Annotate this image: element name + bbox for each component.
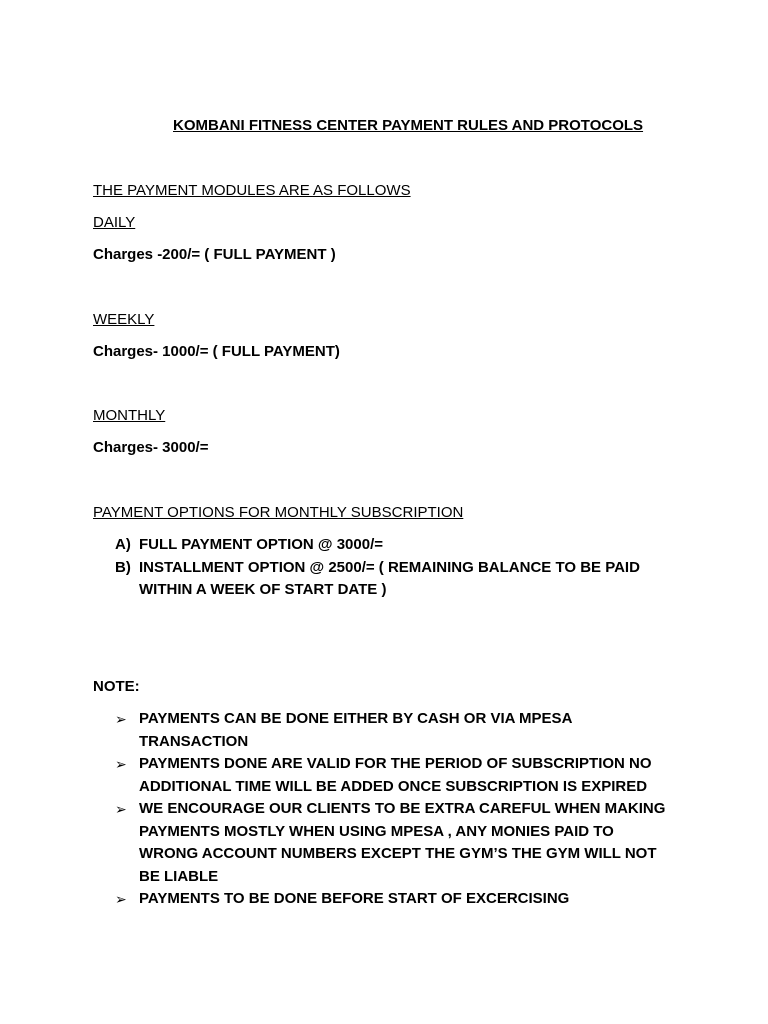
list-item-note: [115, 798, 669, 888]
page-title: KOMBANI FITNESS CENTER PAYMENT RULES AND PROTOCOLS: [173, 117, 644, 134]
list-item-option-a: [115, 534, 669, 557]
arrow-bullet-icon: ➢: [115, 891, 127, 907]
arrow-bullet-icon: ➢: [115, 801, 127, 817]
note-heading: NOTE:: [93, 678, 140, 695]
weekly-label: WEEKLY: [93, 311, 155, 328]
option-text: INSTALLMENT OPTION @ 2500/= ( REMAINING BALANCE TO BE PAID WITHIN A WEEK OF START DATE ): [139, 558, 640, 598]
list-item-note: [115, 708, 669, 753]
daily-charges: Charges -200/= ( FULL PAYMENT ): [93, 246, 336, 263]
options-heading: PAYMENT OPTIONS FOR MONTHLY SUBSCRIPTION: [93, 504, 464, 521]
weekly-charges: Charges- 1000/= ( FULL PAYMENT): [93, 343, 340, 360]
list-item-option-b: [115, 557, 669, 602]
notes-list: [115, 708, 669, 911]
option-text: FULL PAYMENT OPTION @ 3000/=: [139, 536, 383, 553]
note-text: WE ENCOURAGE OUR CLIENTS TO BE EXTRA CAREFUL WHEN MAKING PAYMENTS MOSTLY WHEN USING MPESA , ANY MONIES PAID TO WRONG ACCOUNT NUMBERS EXCEPT THE GYM’S THE GYM WILL NOT BE LIABLE: [139, 800, 666, 885]
arrow-bullet-icon: ➢: [115, 756, 127, 772]
modules-heading: THE PAYMENT MODULES ARE AS FOLLOWS: [93, 182, 411, 199]
list-marker: B): [115, 558, 131, 576]
note-text: PAYMENTS CAN BE DONE EITHER BY CASH OR VIA MPESA TRANSACTION: [139, 710, 572, 750]
list-item-note: [115, 888, 669, 911]
payment-options-list: [115, 534, 669, 602]
list-marker: A): [115, 536, 131, 553]
list-item-note: [115, 753, 669, 798]
daily-label: DAILY: [93, 214, 136, 231]
note-text: PAYMENTS TO BE DONE BEFORE START OF EXCERCISING: [139, 890, 570, 907]
arrow-bullet-icon: ➢: [115, 711, 127, 727]
monthly-charges: Charges- 3000/=: [93, 439, 209, 456]
note-text: PAYMENTS DONE ARE VALID FOR THE PERIOD OF SUBSCRIPTION NO ADDITIONAL TIME WILL BE ADDED ONCE SUBSCRIPTION IS EXPIRED: [139, 755, 652, 795]
monthly-label: MONTHLY: [93, 407, 166, 424]
